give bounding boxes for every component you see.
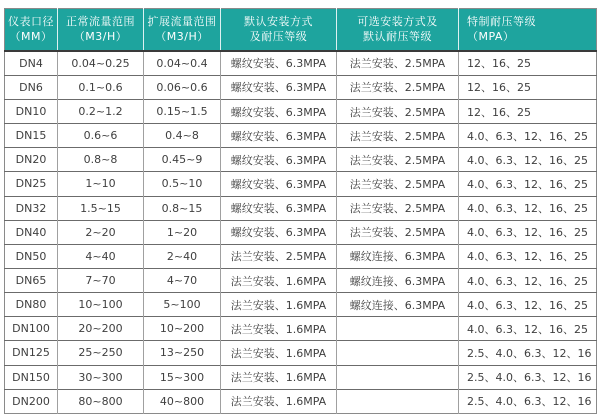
col-header-extended-flow — [144, 9, 221, 51]
header-line: （MPA） — [467, 30, 515, 44]
cell-optional-install: 螺纹连接、6.3MPA — [337, 268, 459, 292]
cell-extended-flow: 0.4~8 — [144, 124, 221, 148]
header-line: 默认耐压等级 — [363, 30, 432, 44]
table-row — [5, 268, 597, 292]
col-header-normal-flow — [58, 9, 144, 51]
cell-default-install: 法兰安装、2.5MPA — [221, 244, 337, 268]
cell-extended-flow: 2~40 — [144, 244, 221, 268]
cell-special-pressure: 12、16、25 — [459, 51, 597, 76]
cell-special-pressure: 4.0、6.3、12、16、25 — [459, 244, 597, 268]
cell-normal-flow: 30~300 — [58, 365, 144, 389]
header-line: 特制耐压等级 — [467, 15, 536, 29]
header-line: 默认安装方式 — [244, 15, 313, 29]
table-row — [5, 244, 597, 268]
cell-extended-flow: 0.8~15 — [144, 196, 221, 220]
cell-extended-flow: 1~20 — [144, 220, 221, 244]
cell-diameter: DN6 — [5, 75, 58, 99]
header-line: 及耐压等级 — [249, 30, 308, 44]
cell-optional-install: 法兰安装、2.5MPA — [337, 75, 459, 99]
col-header-diameter — [5, 9, 58, 51]
cell-default-install: 法兰安装、1.6MPA — [221, 293, 337, 317]
cell-optional-install — [337, 317, 459, 341]
table-row — [5, 341, 597, 365]
cell-diameter: DN100 — [5, 317, 58, 341]
cell-special-pressure: 4.0、6.3、12、16、25 — [459, 148, 597, 172]
cell-special-pressure: 4.0、6.3、12、16、25 — [459, 317, 597, 341]
cell-normal-flow: 80~800 — [58, 389, 144, 413]
cell-normal-flow: 1.5~15 — [58, 196, 144, 220]
flowmeter-spec-table — [4, 8, 597, 414]
cell-diameter: DN10 — [5, 100, 58, 124]
cell-diameter: DN65 — [5, 268, 58, 292]
cell-default-install: 法兰安装、1.6MPA — [221, 365, 337, 389]
cell-optional-install: 法兰安装、2.5MPA — [337, 220, 459, 244]
cell-optional-install: 法兰安装、2.5MPA — [337, 100, 459, 124]
cell-normal-flow: 0.1~0.6 — [58, 75, 144, 99]
cell-extended-flow: 10~200 — [144, 317, 221, 341]
cell-normal-flow: 2~20 — [58, 220, 144, 244]
cell-optional-install — [337, 341, 459, 365]
table-row — [5, 75, 597, 99]
col-header-default-install — [221, 9, 337, 51]
cell-default-install: 螺纹安装、6.3MPA — [221, 100, 337, 124]
table-row — [5, 196, 597, 220]
cell-optional-install: 法兰安装、2.5MPA — [337, 196, 459, 220]
cell-special-pressure: 4.0、6.3、12、16、25 — [459, 220, 597, 244]
cell-default-install: 法兰安装、1.6MPA — [221, 317, 337, 341]
header-line: （MM） — [9, 30, 53, 44]
header-line: 仪表口径 — [8, 15, 54, 29]
table-row — [5, 220, 597, 244]
cell-optional-install: 法兰安装、2.5MPA — [337, 148, 459, 172]
cell-normal-flow: 0.8~8 — [58, 148, 144, 172]
cell-special-pressure: 2.5、4.0、6.3、12、16 — [459, 341, 597, 365]
header-line: 正常流量范围 — [66, 15, 135, 29]
table-row — [5, 51, 597, 76]
cell-special-pressure: 12、16、25 — [459, 100, 597, 124]
table-row — [5, 172, 597, 196]
cell-special-pressure: 12、16、25 — [459, 75, 597, 99]
header-line: 扩展流量范围 — [147, 15, 217, 29]
table-row — [5, 124, 597, 148]
cell-special-pressure: 4.0、6.3、12、16、25 — [459, 124, 597, 148]
cell-special-pressure: 4.0、6.3、12、16、25 — [459, 268, 597, 292]
cell-extended-flow: 0.04~0.4 — [144, 51, 221, 76]
cell-special-pressure: 4.0、6.3、12、16、25 — [459, 172, 597, 196]
table-row — [5, 389, 597, 413]
cell-diameter: DN50 — [5, 244, 58, 268]
cell-normal-flow: 0.6~6 — [58, 124, 144, 148]
cell-extended-flow: 15~300 — [144, 365, 221, 389]
table-body — [5, 51, 597, 414]
cell-default-install: 法兰安装、1.6MPA — [221, 268, 337, 292]
header-line: （M3/H） — [155, 30, 209, 44]
table-row — [5, 317, 597, 341]
cell-normal-flow: 25~250 — [58, 341, 144, 365]
table-row — [5, 365, 597, 389]
cell-optional-install — [337, 365, 459, 389]
cell-default-install: 螺纹安装、6.3MPA — [221, 75, 337, 99]
table-header — [5, 9, 597, 51]
cell-default-install: 螺纹安装、6.3MPA — [221, 148, 337, 172]
cell-optional-install: 法兰安装、2.5MPA — [337, 124, 459, 148]
cell-extended-flow: 5~100 — [144, 293, 221, 317]
cell-extended-flow: 0.45~9 — [144, 148, 221, 172]
cell-normal-flow: 1~10 — [58, 172, 144, 196]
cell-extended-flow: 0.5~10 — [144, 172, 221, 196]
header-row — [5, 9, 597, 51]
cell-normal-flow: 0.2~1.2 — [58, 100, 144, 124]
table-row — [5, 100, 597, 124]
cell-diameter: DN20 — [5, 148, 58, 172]
col-header-special-pressure — [459, 9, 597, 51]
table-row — [5, 293, 597, 317]
cell-optional-install: 螺纹连接、6.3MPA — [337, 244, 459, 268]
cell-normal-flow: 7~70 — [58, 268, 144, 292]
cell-default-install: 螺纹安装、6.3MPA — [221, 124, 337, 148]
header-line: 可选安装方式及 — [357, 15, 438, 29]
cell-diameter: DN80 — [5, 293, 58, 317]
cell-diameter: DN25 — [5, 172, 58, 196]
cell-diameter: DN125 — [5, 341, 58, 365]
cell-normal-flow: 20~200 — [58, 317, 144, 341]
cell-default-install: 螺纹安装、6.3MPA — [221, 196, 337, 220]
cell-optional-install: 法兰安装、2.5MPA — [337, 51, 459, 76]
cell-extended-flow: 4~70 — [144, 268, 221, 292]
cell-normal-flow: 10~100 — [58, 293, 144, 317]
cell-diameter: DN4 — [5, 51, 58, 76]
cell-diameter: DN200 — [5, 389, 58, 413]
cell-optional-install: 螺纹连接、6.3MPA — [337, 293, 459, 317]
cell-extended-flow: 13~250 — [144, 341, 221, 365]
cell-extended-flow: 0.15~1.5 — [144, 100, 221, 124]
table-row — [5, 148, 597, 172]
cell-default-install: 螺纹安装、6.3MPA — [221, 172, 337, 196]
cell-extended-flow: 40~800 — [144, 389, 221, 413]
col-header-optional-install — [337, 9, 459, 51]
cell-special-pressure: 2.5、4.0、6.3、12、16 — [459, 389, 597, 413]
cell-optional-install — [337, 389, 459, 413]
cell-diameter: DN32 — [5, 196, 58, 220]
cell-default-install: 螺纹安装、6.3MPA — [221, 51, 337, 76]
cell-extended-flow: 0.06~0.6 — [144, 75, 221, 99]
cell-diameter: DN40 — [5, 220, 58, 244]
cell-normal-flow: 0.04~0.25 — [58, 51, 144, 76]
cell-special-pressure: 4.0、6.3、12、16、25 — [459, 196, 597, 220]
cell-default-install: 螺纹安装、6.3MPA — [221, 220, 337, 244]
cell-diameter: DN15 — [5, 124, 58, 148]
cell-special-pressure: 2.5、4.0、6.3、12、16 — [459, 365, 597, 389]
cell-special-pressure: 4.0、6.3、12、16、25 — [459, 293, 597, 317]
cell-diameter: DN150 — [5, 365, 58, 389]
header-line: （M3/H） — [73, 30, 128, 44]
cell-normal-flow: 4~40 — [58, 244, 144, 268]
cell-default-install: 法兰安装、1.6MPA — [221, 341, 337, 365]
cell-optional-install: 法兰安装、2.5MPA — [337, 172, 459, 196]
cell-default-install: 法兰安装、1.6MPA — [221, 389, 337, 413]
